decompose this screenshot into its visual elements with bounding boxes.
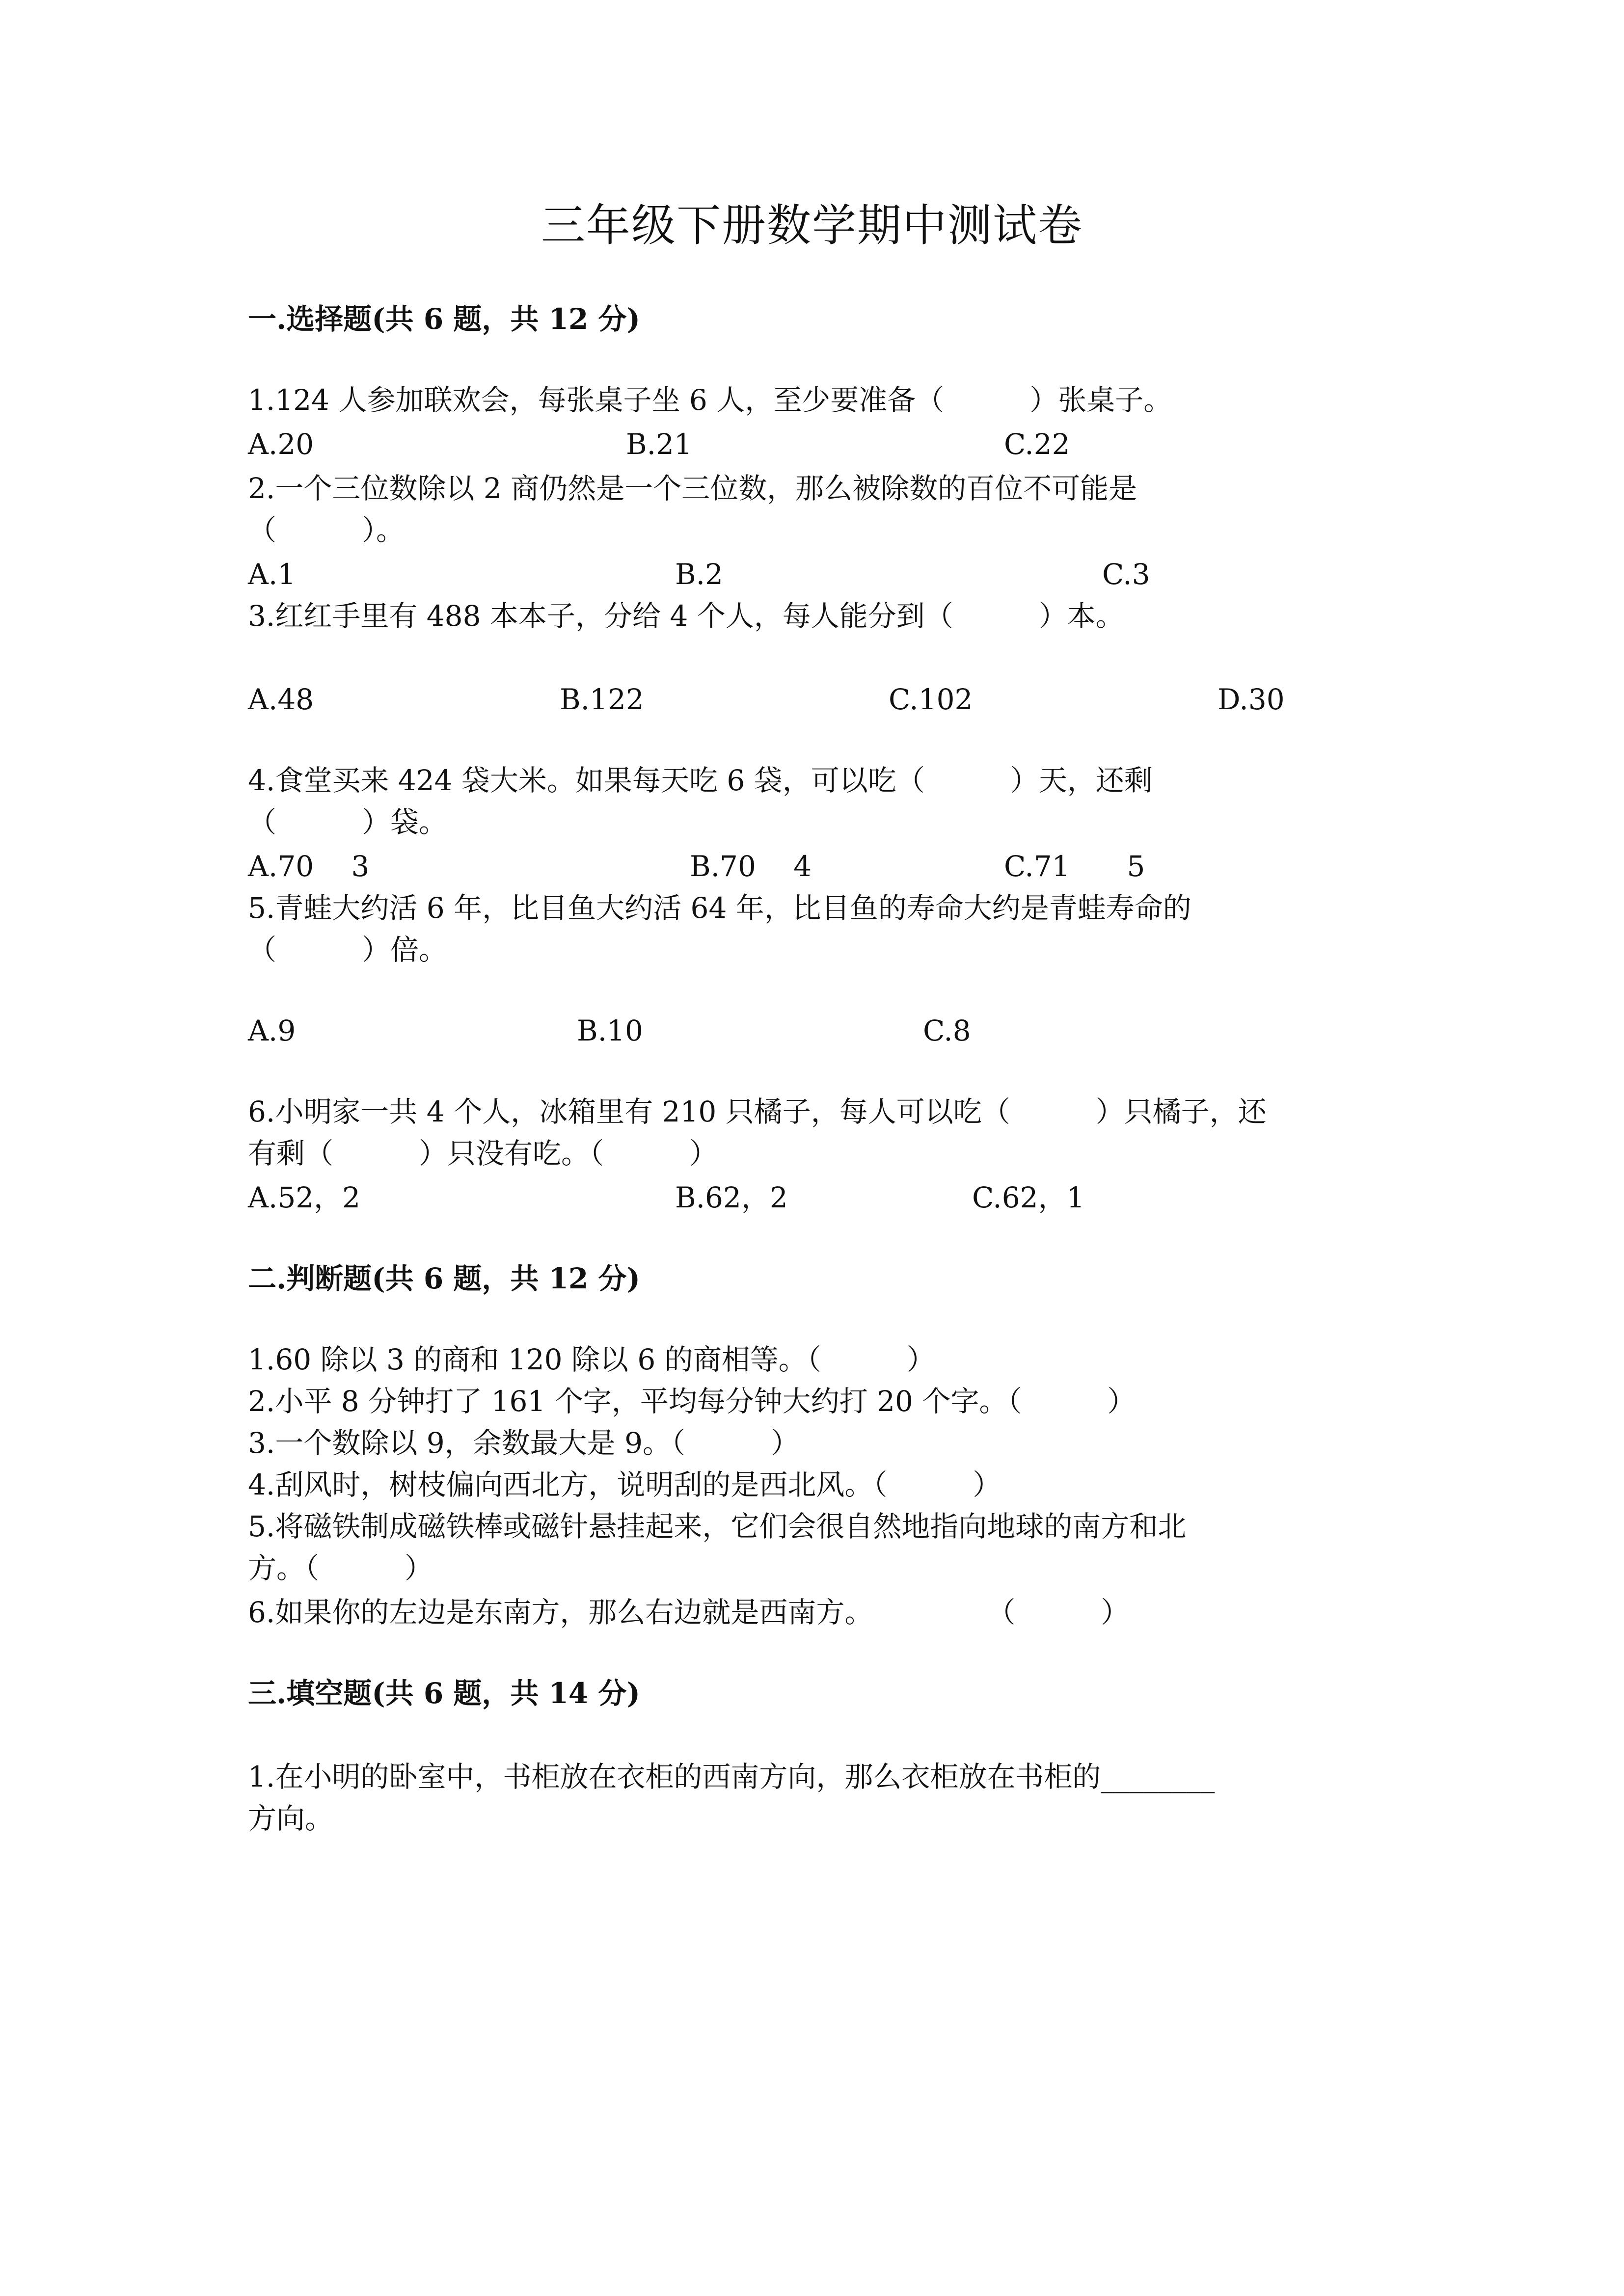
option-b: B.10: [577, 1014, 643, 1047]
option-d: D.30: [1218, 683, 1285, 716]
judgment-item: 5.将磁铁制成磁铁棒或磁针悬挂起来，它们会很自然地指向地球的南方和北: [248, 1510, 1187, 1543]
question-text: 3.红红手里有 488 本本子，分给 4 个人，每人能分到（ ）本。: [248, 599, 1124, 633]
question-text: 4.食堂买来 424 袋大米。如果每天吃 6 袋，可以吃（ ）天，还剩: [248, 764, 1153, 797]
section-heading: 一.选择题(共 6 题，共 12 分): [248, 302, 640, 336]
question-text: （ ）。: [248, 513, 405, 547]
judgment-item: 4.刮风时，树枝偏向西北方，说明刮的是西北风。（ ）: [248, 1468, 1001, 1501]
option-a: A.48: [248, 683, 314, 716]
option-a: A.20: [248, 427, 314, 461]
option-c: C.22: [1004, 427, 1070, 461]
fill-blank-item: 方向。: [248, 1802, 334, 1835]
question-text: 2.一个三位数除以 2 商仍然是一个三位数，那么被除数的百位不可能是: [248, 472, 1137, 505]
judgment-item: 方。（ ）: [248, 1551, 433, 1585]
option-c: C.102: [889, 683, 973, 716]
option-b: B.70 4: [690, 850, 812, 883]
option-b: B.21: [626, 427, 692, 461]
question-text: 5.青蛙大约活 6 年，比目鱼大约活 64 年，比目鱼的寿命大约是青蛙寿命的: [248, 891, 1191, 925]
question-text: 6.小明家一共 4 个人，冰箱里有 210 只橘子，每人可以吃（ ）只橘子，还: [248, 1095, 1267, 1128]
option-b: B.62，2: [675, 1181, 788, 1214]
judgment-item: 1.60 除以 3 的商和 120 除以 6 的商相等。（ ）: [248, 1343, 935, 1376]
fill-blank-item: 1.在小明的卧室中，书柜放在衣柜的西南方向，那么衣柜放在书柜的________: [248, 1760, 1215, 1793]
judgment-item: 2.小平 8 分钟打了 161 个字，平均每分钟大约打 20 个字。（ ）: [248, 1385, 1136, 1418]
option-c: C.62，1: [972, 1181, 1085, 1214]
option-c: C.8: [923, 1014, 971, 1047]
option-a: A.70 3: [248, 850, 370, 883]
question-text: 有剩（ ）只没有吃。（ ）: [248, 1137, 718, 1170]
section-heading: 二.判断题(共 6 题，共 12 分): [248, 1262, 640, 1295]
option-c: C.71 5: [1004, 850, 1145, 883]
judgment-item: 3.一个数除以 9，余数最大是 9。（ ）: [248, 1426, 800, 1460]
exam-title: 三年级下册数学期中测试卷: [541, 200, 1083, 251]
section-heading: 三.填空题(共 6 题，共 14 分): [248, 1677, 640, 1710]
option-b: B.2: [675, 558, 723, 591]
option-a: A.9: [248, 1014, 296, 1047]
question-text: （ ）袋。: [248, 805, 448, 839]
option-b: B.122: [560, 683, 644, 716]
question-text: 1.124 人参加联欢会，每张桌子坐 6 人，至少要准备（ ）张桌子。: [248, 383, 1172, 417]
option-c: C.3: [1102, 558, 1150, 591]
judgment-item: 6.如果你的左边是东南方，那么右边就是西南方。 （ ）: [248, 1596, 1130, 1629]
option-a: A.52，2: [248, 1181, 361, 1214]
option-a: A.1: [248, 558, 296, 591]
question-text: （ ）倍。: [248, 933, 448, 966]
